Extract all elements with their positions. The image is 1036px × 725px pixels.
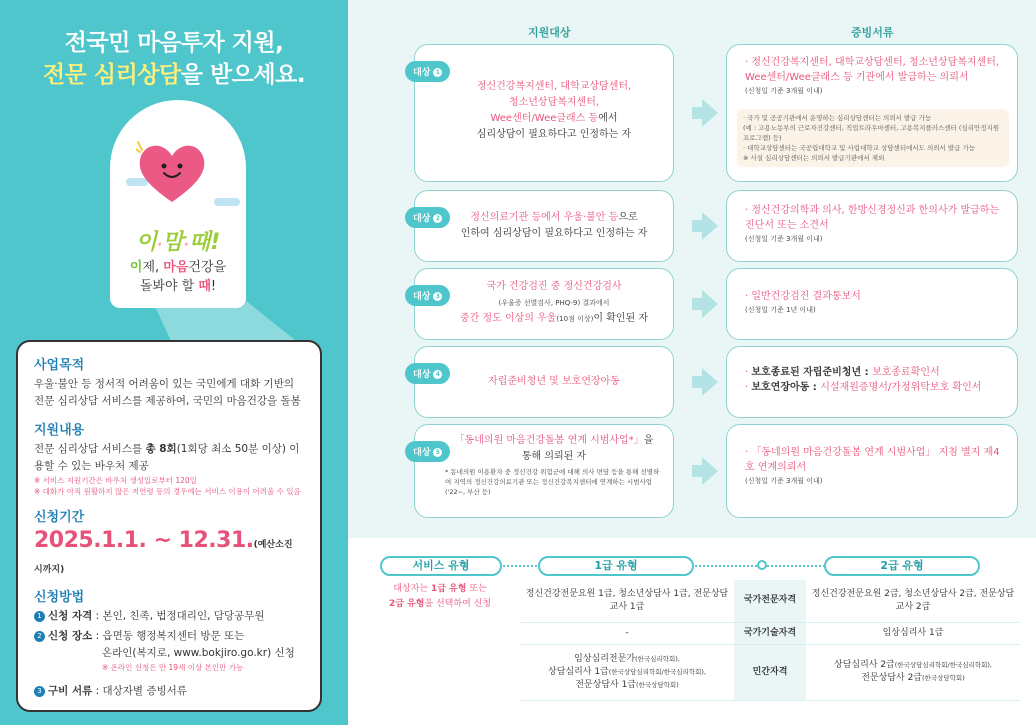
slogan-sep: · (157, 237, 163, 253)
cell-fragment: 상담심리사 2급 (834, 660, 895, 670)
arrow-right-icon (702, 457, 718, 485)
slogan-part-a: 이 (135, 230, 158, 255)
service-type-section (348, 538, 1036, 725)
target-line: Wee센터/Wee클래스 등 (490, 113, 599, 124)
target-text (445, 433, 663, 497)
title-highlight: 전문 심리상담 (42, 62, 181, 88)
document-label: 보호연장아동 : (751, 382, 821, 393)
cell-fragment: 상담심리사 1급 (548, 666, 609, 677)
content-fragment: 전문 심리상담 서비스를 (34, 443, 146, 455)
table-row (520, 644, 1020, 700)
slogan-subtext (110, 258, 246, 296)
left-panel (0, 0, 348, 725)
slogan-part-b: 맘 (162, 230, 184, 255)
target-text (445, 279, 663, 327)
grade1-cell: 정신건강전문요원 1급, 청소년상담사 1급, 전문상담교사 1급 (520, 580, 734, 622)
target-line: 국가 건강검진 중 정신건강검사 (486, 281, 622, 292)
method-label: 신청 장소 (48, 630, 93, 642)
target-line: 정신의료기관 등에서 우울·불안 등 (470, 212, 619, 223)
target-line: 중간 정도 이상의 우울 (459, 313, 557, 324)
sub-fragment: 때 (198, 279, 211, 294)
number-badge: 3 (34, 686, 45, 697)
document-text: · 정신건강복지센터, 대학교상담센터, 청소년상담복지센터, Wee센터/Wee클래스 등 기관에서 발급하는 의뢰서 (신청일 기준 3개월 이내) (745, 55, 1007, 97)
arrow-right-icon (702, 212, 718, 240)
category-cell: 국가전문자격 (734, 580, 806, 622)
target-line: 심리상담이 필요하다고 인정하는 자 (476, 129, 632, 140)
smiling-heart-icon (136, 140, 208, 206)
slogan-part-c: 때! (188, 230, 221, 255)
cell-fragment: 임상심리전문가 (574, 653, 636, 664)
sub-fragment: 제, (142, 260, 164, 275)
column-heading-documents: 증빙서류 (851, 26, 894, 39)
document-card-2 (726, 190, 1018, 262)
target-line: 으로 (618, 212, 638, 223)
target-footnote: * 동네의원 이용환자 중 정신건강 위험군에 대해 의사 면담 등을 통해 선별하여 지역의 정신건강의료기관 또는 정신건강복지센터에 연계하는 시범사업('22~, 부산 등) (445, 468, 660, 496)
method-item-3 (34, 683, 304, 700)
connector-ring (757, 560, 767, 570)
sub-fragment: 이 (129, 260, 143, 275)
target-text (445, 79, 663, 143)
eligibility-panel (348, 0, 1036, 538)
tag-label: 대상 (413, 448, 431, 458)
period-note: (예산소진 시까지) (34, 540, 293, 575)
target-tag (405, 363, 450, 384)
target-card-3 (414, 268, 674, 340)
method-item-2-cont: 온라인(복지로, www.bokjiro.go.kr) 신청 (102, 647, 295, 659)
content-fragment: (1회당 최소 50분 이상) 이용할 수 있는 바우처 제공 (34, 443, 300, 472)
cell-fragment: (한국상담학회) (636, 680, 679, 689)
target-tag (405, 61, 450, 82)
target-tag (405, 285, 450, 306)
content-text (34, 441, 304, 475)
target-card-2 (414, 190, 674, 262)
tag-label: 대상 (413, 68, 431, 78)
document-card-5 (726, 424, 1018, 518)
service-type-note (378, 582, 502, 612)
target-line: 인하여 심리상담이 필요하다고 인정하는 자 (460, 228, 648, 239)
target-line: 「동네의원 마음건강돌봄 연계 시범사업*」 (454, 435, 644, 446)
document-text: · 보호종료된 자립준비청년 : 보호종료확인서 · 보호연장아동 : 시설재원증명서/가정위탁보호 확인서 (745, 367, 982, 393)
period-date-value: 2025.1.1. ~ 12.31. (34, 528, 254, 553)
document-sub: (신청일 기준 1년 이내) (745, 306, 816, 314)
period-date (34, 528, 304, 578)
content-heading: 지원내용 (34, 423, 85, 438)
note-fragment: 또는 (466, 584, 487, 594)
arrow-right-icon (702, 99, 718, 127)
table-row (520, 622, 1020, 644)
note-line: (예 : 고용노동부의 근로자건강센터, 직업트라우마센터, 고용복지플러스센터 (심리안정지원 프로그램) 등) (743, 124, 1000, 142)
qualification-table (520, 580, 1020, 701)
target-line: 에서 (598, 113, 618, 124)
method-heading: 신청방법 (34, 590, 85, 605)
note-line: ※ 사설 심리상담센터는 의뢰서 발급기관에서 제외 (743, 154, 885, 162)
method-item-1 (34, 608, 304, 625)
document-text: · 일반건강검진 결과통보서 (신청일 기준 1년 이내) (745, 289, 1007, 316)
service-type-pill: 서비스 유형 (380, 556, 502, 576)
arrow-right-icon (702, 290, 718, 318)
sub-fragment: 돌봐야 할 (139, 279, 199, 294)
number-badge: 2 (34, 631, 45, 642)
note-fragment: 1급 유형 (430, 584, 467, 594)
program-info-box (16, 340, 322, 712)
tag-number: 2 (433, 214, 442, 223)
target-line: (10점 이상) (556, 315, 594, 323)
content-note-1: ※ 서비스 지원기간은 바우처 생성일로부터 120일 (34, 476, 197, 485)
slogan-sep: · (183, 237, 189, 253)
arrow-right-icon (702, 368, 718, 396)
purpose-heading: 사업목적 (34, 358, 85, 373)
table-row (520, 580, 1020, 622)
grade2-cell (806, 644, 1020, 700)
main-title-line1: 전국민 마음투자 지원, (64, 30, 284, 56)
cell-fragment: (한국상담심리학회/한국심리학회), (894, 661, 992, 669)
target-tag (405, 207, 450, 228)
document-notes-box (737, 109, 1009, 167)
note-fragment: 대상자는 (393, 584, 431, 594)
category-cell: 국가기술자격 (734, 622, 806, 644)
document-card-3 (726, 268, 1018, 340)
tag-number: 3 (433, 292, 442, 301)
category-cell: 민간자격 (734, 644, 806, 700)
note-fragment: 2급 유형 (388, 599, 425, 609)
cell-fragment: 전문상담사 1급 (575, 679, 636, 690)
target-tag (405, 441, 450, 462)
target-card-5 (414, 424, 674, 518)
document-card-4 (726, 346, 1018, 418)
sub-fragment: 건강을 (188, 260, 227, 275)
document-text: · 정신건강의학과 의사, 한방신경정신과 한의사가 발급하는 진단서 또는 소견서 (신청일 기준 3개월 이내) (745, 203, 1007, 245)
target-text (445, 210, 663, 242)
grade2-cell: 임상심리사 1급 (806, 622, 1020, 644)
grade1-cell: - (520, 622, 734, 644)
period-heading: 신청기간 (34, 510, 85, 525)
document-value: 보호종료확인서 (872, 367, 940, 378)
method-label: 신청 자격 (48, 610, 93, 622)
cell-fragment: (한국심리학회), (635, 654, 680, 663)
document-sub: (신청일 기준 3개월 이내) (745, 235, 823, 243)
purpose-text: 우울·불안 등 정서적 어려움이 있는 국민에게 대화 기반의 전문 심리상담 서비스를 제공하여, 국민의 마음건강을 돌봄 (34, 378, 301, 407)
method-note: ※ 온라인 신청은 만 19세 이상 본인만 가능 (102, 663, 244, 672)
content-count: 총 8회 (145, 443, 177, 455)
cell-fragment: (한국상담학회) (922, 674, 965, 682)
method-item-2 (34, 628, 304, 645)
tag-number: 5 (433, 448, 442, 457)
document-line: 정신건강복지센터, 대학교상담센터, 청소년상담복지센터, Wee센터/Wee클래스 등 기관에서 발급하는 의뢰서 (745, 57, 1000, 83)
slogan-title (110, 225, 246, 256)
title-rest: 을 받으세요. (180, 62, 306, 88)
note-fragment: 을 선택하여 신청 (424, 599, 492, 609)
document-value: 시설재원증명서/가정위탁보호 확인서 (820, 382, 982, 393)
tag-number: 4 (433, 370, 442, 379)
document-label: 보호종료된 자립준비청년 : (751, 367, 873, 378)
document-line: 정신건강의학과 의사, 한방신경정신과 한의사가 발급하는 진단서 또는 소견서 (745, 205, 1000, 231)
target-line: (우울증 선별검사, PHQ-9) 결과에서 (498, 299, 610, 307)
document-line: 「동네의원 마음건강돌봄 연계 시범사업」 지침 별지 제4호 연계의뢰서 (745, 447, 1000, 473)
main-title-line2 (0, 56, 348, 89)
target-line: 을 (643, 435, 654, 446)
target-line: 청소년상담복지센터, (508, 97, 600, 108)
grade2-pill: 2급 유형 (824, 556, 980, 576)
target-text (445, 374, 663, 390)
document-text: · 「동네의원 마음건강돌봄 연계 시범사업」 지침 별지 제4호 연계의뢰서 (신청일 기준 3개월 이내) (745, 445, 1007, 487)
tag-label: 대상 (413, 292, 431, 302)
tag-label: 대상 (413, 370, 431, 380)
grade1-cell (520, 644, 734, 700)
grade1-pill: 1급 유형 (538, 556, 694, 576)
document-sub: (신청일 기준 3개월 이내) (745, 477, 823, 485)
note-line: · 대학교상담센터는 국공립대학교 및 사립대학교 상담센터에서도 의뢰서 발급 가능 (743, 144, 976, 152)
sub-fragment: 마음 (163, 260, 189, 275)
sub-fragment: ! (210, 279, 217, 294)
method-text: : 읍면동 행정복지센터 방문 또는 (92, 630, 245, 642)
document-card-1 (726, 44, 1018, 182)
content-note-2: ※ 대화가 아직 원활하지 않은 저연령 등의 경우에는 서비스 이용이 어려울 수 있음 (34, 487, 301, 496)
method-text: : 본인, 친족, 법정대리인, 담당공무원 (92, 610, 265, 622)
target-line: 통해 의뢰된 자 (521, 451, 587, 462)
tag-number: 1 (433, 68, 442, 77)
cell-fragment: (한국상담심리학회/한국심리학회), (608, 667, 706, 676)
target-line: 이 확인된 자 (593, 313, 649, 324)
method-label: 구비 서류 (48, 685, 93, 697)
cloud-icon (214, 198, 240, 206)
target-line: 정신건강복지센터, 대학교상담센터, (476, 81, 632, 92)
cell-fragment: 전문상담사 2급 (861, 673, 922, 683)
number-badge: 1 (34, 611, 45, 622)
target-card-1 (414, 44, 674, 182)
method-text: : 대상자별 증빙서류 (92, 685, 187, 697)
tag-label: 대상 (413, 214, 431, 224)
column-heading-targets: 지원대상 (528, 26, 571, 39)
target-card-4 (414, 346, 674, 418)
grade2-cell: 정신건강전문요원 2급, 청소년상담사 2급, 전문상담교사 2급 (806, 580, 1020, 622)
document-line: 일반건강검진 결과통보서 (751, 291, 861, 302)
document-sub: (신청일 기준 3개월 이내) (745, 87, 823, 95)
target-line: 자립준비청년 및 보호연장아동 (488, 376, 620, 387)
note-line: · 국가 및 공공기관에서 운영하는 심리상담센터는 의뢰서 발급 가능 (743, 114, 932, 122)
